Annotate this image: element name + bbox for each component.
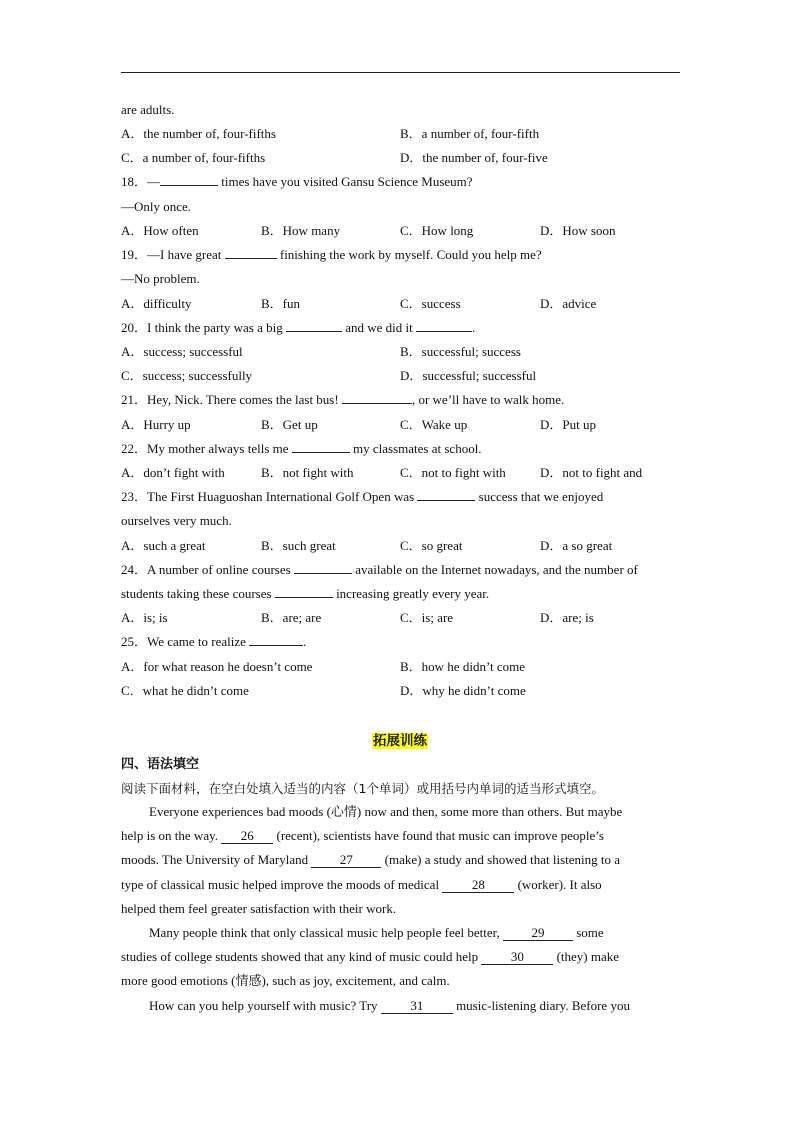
answer-blank [342, 391, 412, 404]
q23-option-a: A．such a great [121, 538, 206, 553]
answer-blank [160, 173, 218, 186]
q19-option-c: C．success [400, 296, 461, 311]
q22-option-b: B．not fight with [261, 465, 354, 480]
answer-blank [292, 440, 350, 453]
q23-option-b: B．such great [261, 538, 336, 553]
q18-reply: —Only once. [121, 199, 192, 214]
q20-option-c: C．success; successfully [121, 368, 253, 383]
answer-blank [416, 319, 472, 332]
section-title: 拓展训练 [373, 733, 427, 749]
q21-option-d: D．Put up [540, 417, 596, 432]
blank-31: 31 [381, 999, 453, 1014]
q21-option-c: C．Wake up [400, 417, 468, 432]
passage-line: Everyone experiences bad moods (心情) now and then, some more than others. But maybe [149, 804, 623, 819]
passage-line: helped them feel greater satisfaction with their work. [121, 901, 397, 916]
q19-option-d: D．advice [540, 296, 597, 311]
header-rule [121, 72, 680, 73]
answer-blank [275, 585, 333, 598]
instruction-text: 阅读下面材料，在空白处填入适当的内容（1个单词）或用括号内单词的适当形式填空。 [121, 781, 604, 796]
q20-stem: 20．I think the party was a big and we did it . [121, 320, 476, 335]
blank-28: 28 [442, 878, 514, 893]
blank-27: 27 [311, 853, 381, 868]
q17-option-b: B．a number of, four-fifth [400, 126, 540, 141]
section-title-wrap [0, 731, 800, 751]
q25-option-d: D．why he didn’t come [400, 683, 526, 698]
answer-blank [249, 633, 303, 646]
q23-stem: 23．The First Huaguoshan International Golf Open was success that we enjoyed [121, 489, 604, 504]
q20-option-b: B．successful; success [400, 344, 521, 359]
answer-blank [286, 319, 342, 332]
q22-option-a: A．don’t fight with [121, 465, 225, 480]
q18-option-c: C．How long [400, 223, 474, 238]
q17-option-c: C．a number of, four-fifths [121, 150, 266, 165]
passage-line: studies of college students showed that any kind of music could help 30 (they) make [121, 949, 620, 964]
q18-option-a: A．How often [121, 223, 199, 238]
q17-option-d: D．the number of, four-five [400, 150, 548, 165]
q21-stem: 21．Hey, Nick. There comes the last bus! , or we’ll have to walk home. [121, 392, 565, 407]
q19-stem: 19．—I have great finishing the work by myself. Could you help me? [121, 247, 542, 262]
q17-option-a: A．the number of, four-fifths [121, 126, 276, 141]
q24-option-d: D．are; is [540, 610, 594, 625]
q19-option-a: A．difficulty [121, 296, 192, 311]
q24-option-b: B．are; are [261, 610, 322, 625]
q24-option-a: A．is; is [121, 610, 168, 625]
q23-option-d: D．a so great [540, 538, 613, 553]
q20-option-d: D．successful; successful [400, 368, 537, 383]
q19-option-b: B．fun [261, 296, 301, 311]
q23-continuation: ourselves very much. [121, 513, 232, 528]
q19-reply: —No problem. [121, 271, 200, 286]
passage-line: Many people think that only classical music help people feel better, 29 some [149, 925, 604, 940]
blank-26: 26 [221, 829, 273, 844]
q24-stem: 24．A number of online courses available on the Internet nowadays, and the number of [121, 562, 638, 577]
q25-option-b: B．how he didn’t come [400, 659, 526, 674]
q25-option-a: A．for what reason he doesn’t come [121, 659, 313, 674]
q22-option-c: C．not to fight with [400, 465, 506, 480]
q23-option-c: C．so great [400, 538, 463, 553]
q22-option-d: D．not to fight and [540, 465, 643, 480]
passage-line: moods. The University of Maryland 27 (make) a study and showed that listening to a [121, 852, 621, 867]
passage-line: help is on the way. 26 (recent), scientists have found that music can improve people’s [121, 828, 604, 843]
blank-29: 29 [503, 926, 573, 941]
q20-option-a: A．success; successful [121, 344, 243, 359]
q18-stem: 18．— times have you visited Gansu Science Museum? [121, 174, 473, 189]
blank-30: 30 [481, 950, 553, 965]
q25-stem: 25．We came to realize . [121, 634, 307, 649]
q21-option-b: B．Get up [261, 417, 318, 432]
q18-option-d: D．How soon [540, 223, 616, 238]
q24-continuation: students taking these courses increasing greatly every year. [121, 586, 490, 601]
q25-option-c: C．what he didn’t come [121, 683, 249, 698]
answer-blank [294, 561, 352, 574]
passage-line: more good emotions (情感), such as joy, excitement, and calm. [121, 973, 450, 988]
q21-option-a: A．Hurry up [121, 417, 191, 432]
q24-option-c: C．is; are [400, 610, 454, 625]
passage-line: How can you help yourself with music? Try 31 music-listening diary. Before you [149, 998, 630, 1013]
answer-blank [417, 488, 475, 501]
q18-option-b: B．How many [261, 223, 341, 238]
answer-blank [225, 246, 277, 259]
part-heading: 四、语法填空 [121, 757, 200, 772]
q22-stem: 22．My mother always tells me my classmates at school. [121, 441, 482, 456]
q17-continuation: are adults. [121, 102, 175, 117]
passage-line: type of classical music helped improve the moods of medical 28 (worker). It also [121, 877, 602, 892]
